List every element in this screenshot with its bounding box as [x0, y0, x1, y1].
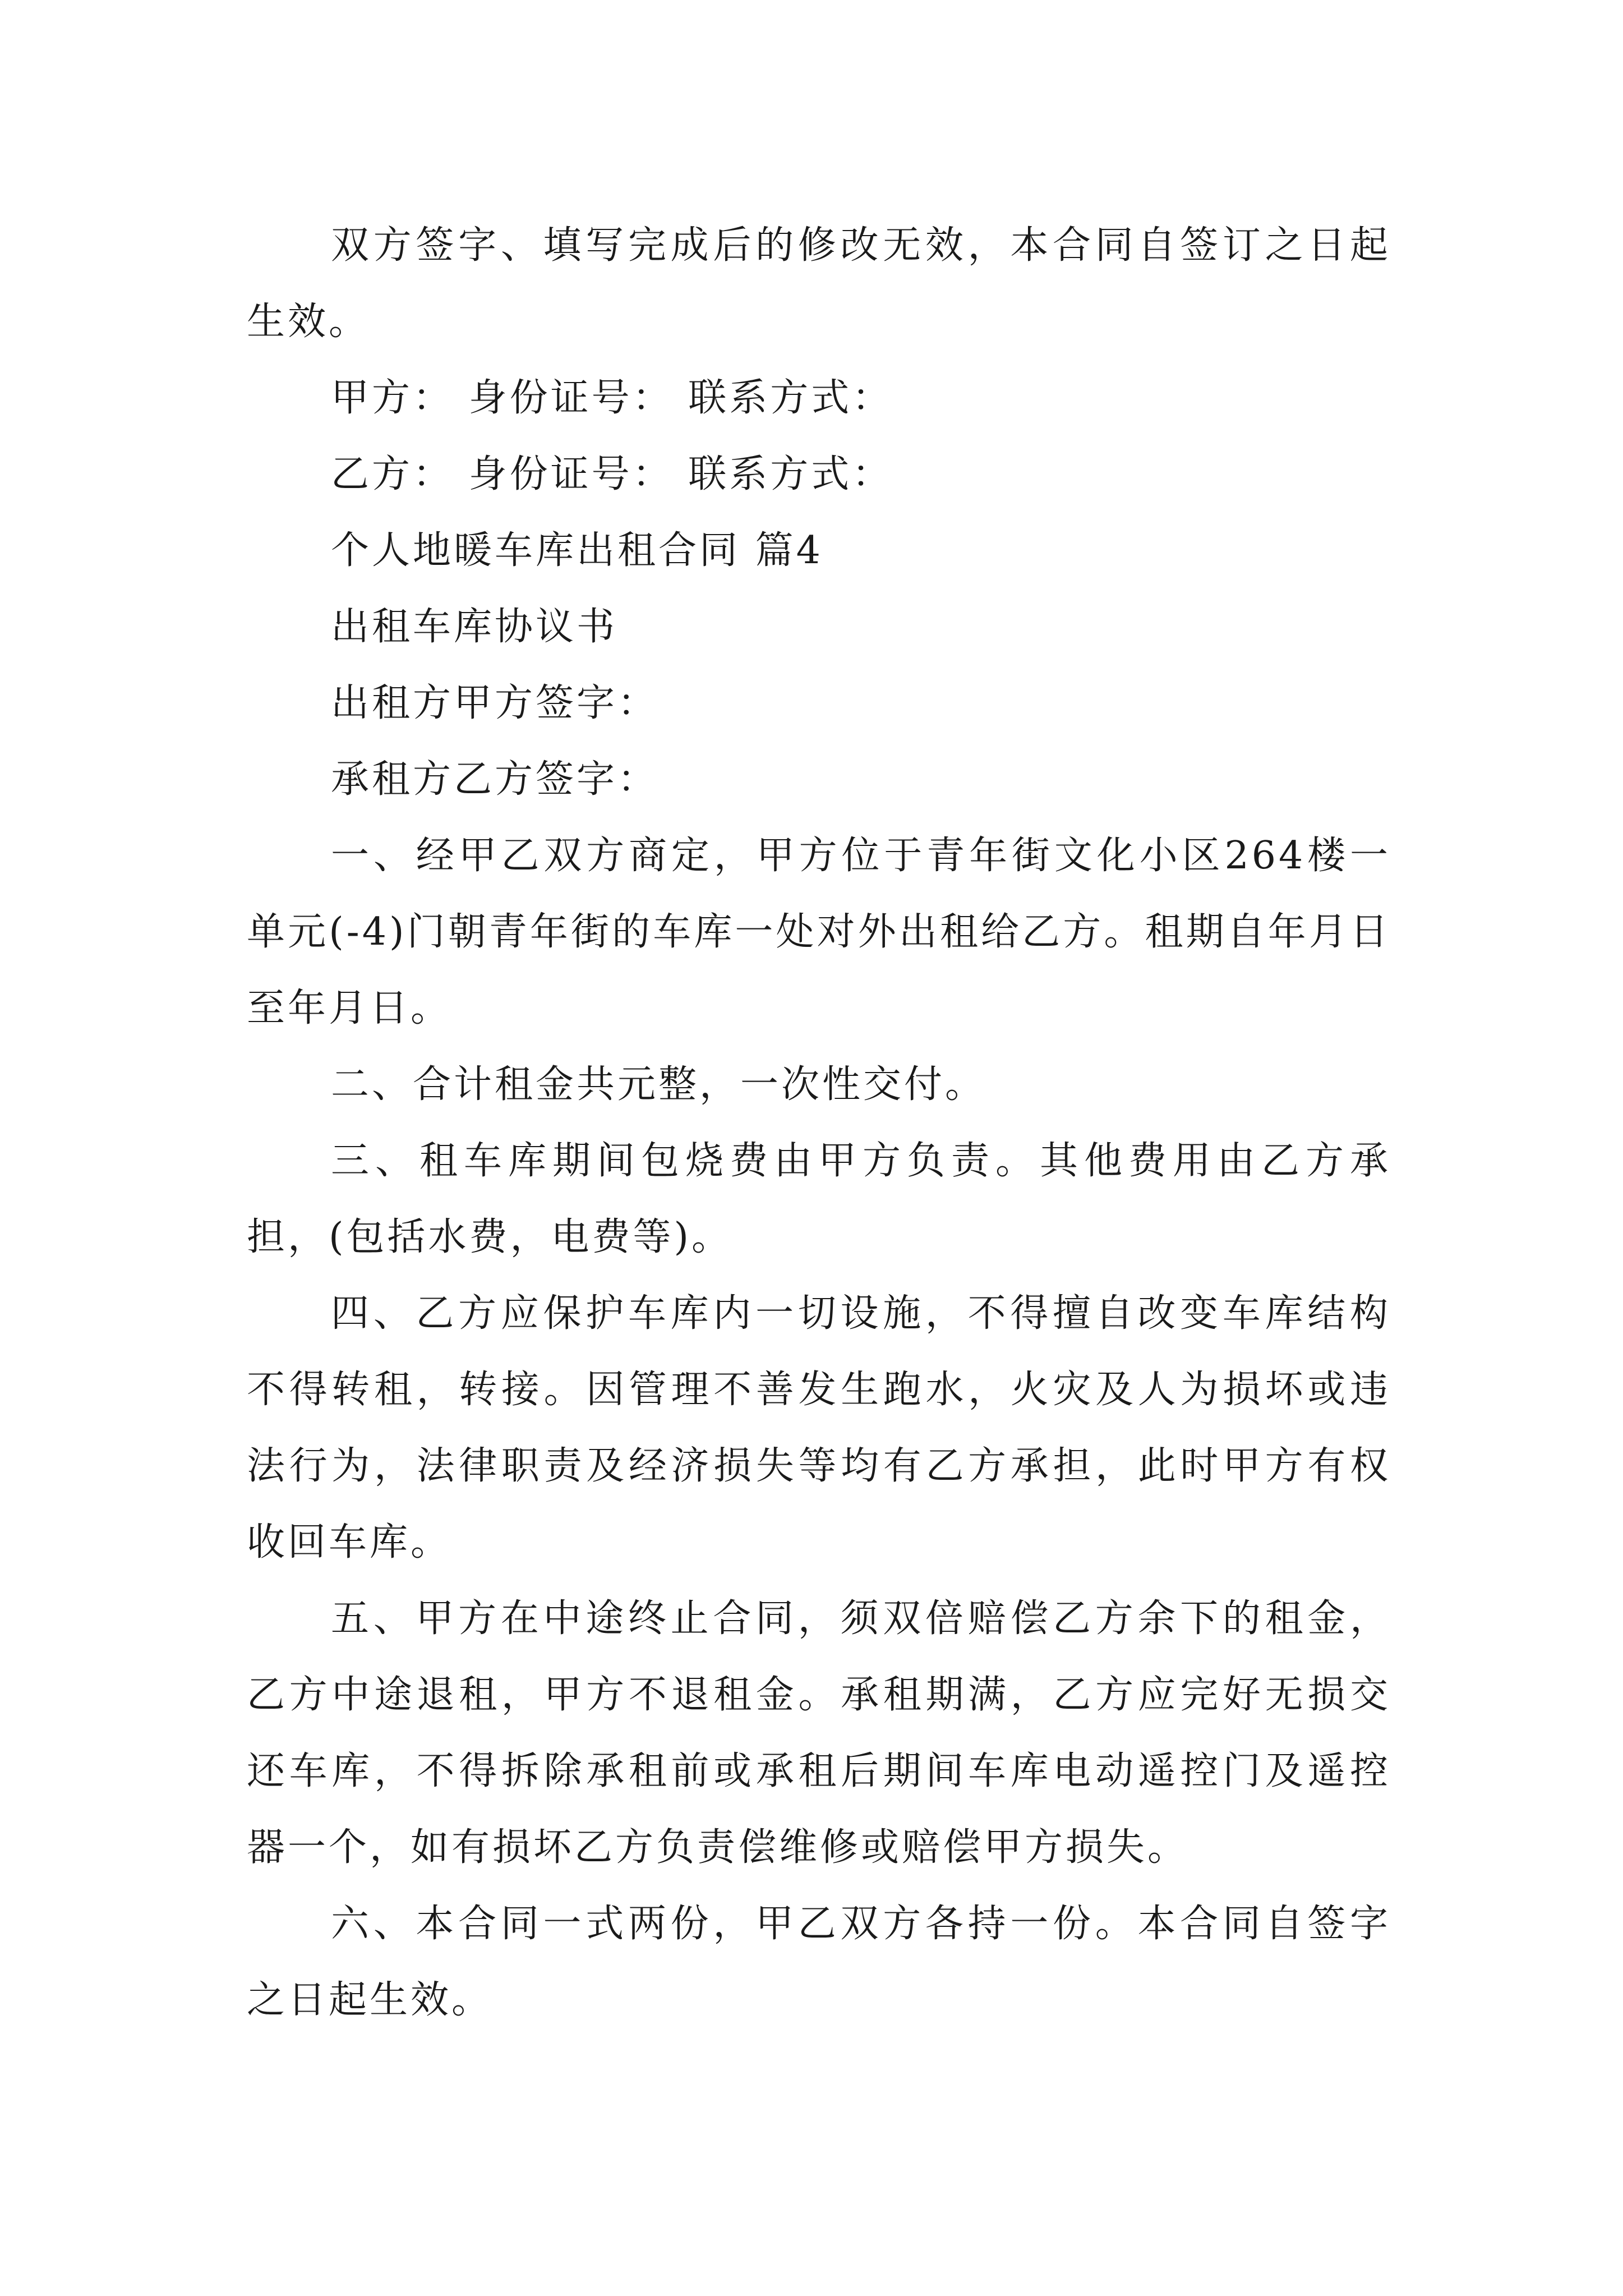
section-heading: 个人地暖车库出租合同 篇4: [331, 528, 823, 573]
clause-6: 六、本合同一式两份，甲乙双方各持一份。本合同自签字之日起生效。: [247, 1902, 1391, 2022]
clause-5: 五、甲方在中途终止合同，须双倍赔偿乙方余下的租金，乙方中途退租，甲方不退租金。承租期满，乙方应完好无损交还车库，不得拆除承租前或承租后期间车库电动遥控门及遥控器一个，如有损坏乙方负责偿维修或赔偿甲方损失。: [247, 1596, 1391, 1870]
paragraph-party-a-info: 甲方： 身份证号： 联系方式：: [331, 376, 893, 420]
clause-3: 三、租车库期间包烧费由甲方负责。其他费用由乙方承担，(包括水费，电费等)。: [247, 1139, 1391, 1259]
lessee-signature-line: 承租方乙方签字：: [331, 757, 659, 802]
clause-2: 二、合计租金共元整，一次性交付。: [331, 1062, 986, 1107]
agreement-title: 出租车库协议书: [331, 605, 618, 649]
document-body: [247, 208, 1391, 2039]
lessor-signature-line: 出租方甲方签字：: [331, 681, 659, 725]
clause-1: 一、经甲乙双方商定，甲方位于青年街文化小区264楼一单元(-4)门朝青年街的车库一处对外出租给乙方。租期自年月日至年月日。: [247, 834, 1391, 1030]
paragraph-party-b-info: 乙方： 身份证号： 联系方式：: [331, 452, 893, 496]
clause-4: 四、乙方应保护车库内一切设施，不得擅自改变车库结构不得转租，转接。因管理不善发生跑水，火灾及人为损坏或违法行为，法律职责及经济损失等均有乙方承担，此时甲方有权收回车库。: [247, 1291, 1391, 1565]
paragraph-effective-clause: 双方签字、填写完成后的修改无效，本合同自签订之日起生效。: [247, 223, 1391, 344]
